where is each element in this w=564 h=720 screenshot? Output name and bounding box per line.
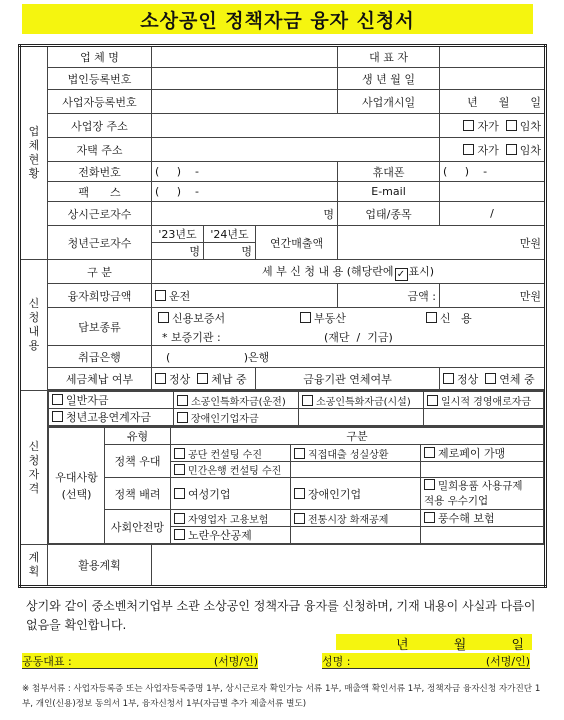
youth-y24-field[interactable]: 명 [204,243,256,260]
biz-addr-ownership [440,114,546,138]
email-label: E-mail [338,182,440,202]
tax-normal-label: 정상 [169,372,191,386]
zeropay-label: 제로페이 가맹 [438,447,506,460]
fax-field[interactable]: ( ) - [152,182,338,202]
safety-label: 사회안전망 [105,510,171,544]
detail-label: 세 부 신 청 내 용 (해당란에 [261,264,394,278]
temp-difficulty-checkbox[interactable] [427,395,438,406]
overdue-normal-checkbox[interactable] [443,373,454,384]
section-plan: 계 획 [20,545,48,587]
loan-label: 융자희망금액 [48,284,152,308]
workers-field[interactable]: 명 [152,202,338,226]
type-header: 유형 [105,428,171,445]
guarantee-checkbox[interactable] [158,312,169,323]
tax-overdue-checkbox[interactable] [197,373,208,384]
preference-cell [48,427,546,545]
name-signature[interactable] [322,653,530,669]
disabled-label: 장애인기업 [308,487,362,501]
preference-label: 우대사항 (선택) [49,428,105,544]
general-fund-label: 일반자금 [66,394,109,407]
women-label: 여성기업 [188,487,231,501]
detail-end: 표시) [408,264,435,278]
loan-option [152,284,338,308]
bank-field[interactable]: ( )은행 [152,346,546,368]
plastic-label: 밀희용품 사용규제 적용 우수기업 [424,479,523,507]
fund-type-cell [48,391,546,427]
birth-label: 생 년 월 일 [338,68,440,90]
sales-label: 연간매출액 [256,226,338,260]
home-rent-checkbox[interactable] [506,144,517,155]
rep-label: 대 표 자 [338,46,440,68]
loan-checkbox[interactable] [155,290,166,301]
tax-options [152,368,256,390]
phone-field[interactable]: ( ) - [152,162,338,182]
joint-rep-sign: (서명/인) [213,655,258,668]
policy-label: 정책 우대 [105,445,171,478]
disabled-checkbox[interactable] [294,488,305,499]
collateral-option-2 [300,310,426,326]
youth-y24-label: '24년도 [204,226,256,243]
fire-label: 전통시장 화재공제 [308,514,389,526]
collateral-option-1 [158,310,300,326]
collateral-cell [152,308,546,346]
flood-checkbox[interactable] [424,512,435,523]
home-own-checkbox[interactable] [463,144,474,155]
fire-checkbox[interactable] [294,513,305,524]
detail-header [152,260,546,284]
joint-rep-signature[interactable] [22,653,258,669]
tax-normal-checkbox[interactable] [155,373,166,384]
disabled-fund-label: 장애인기업자금 [191,413,259,425]
open-date-field[interactable]: 년 월 일 [440,90,546,114]
phone-label: 전화번호 [48,162,152,182]
collateral-option-3 [426,310,472,326]
collateral-label-2: 부동산 [314,312,346,325]
youth-fund-checkbox[interactable] [52,411,63,422]
consulting-label: 공단 컨설팅 수진 [188,449,262,461]
section-company: 업 체 현 황 [20,46,48,260]
amount-field[interactable]: 만원 [440,284,546,308]
rep-field[interactable] [440,46,546,68]
biz-no-label: 사업자등록번호 [48,90,152,114]
date-line[interactable] [336,634,532,653]
corp-no-label: 법인등록번호 [48,68,152,90]
employment-ins-checkbox[interactable] [174,513,185,524]
own-label: 자가 [477,119,499,133]
birth-field[interactable] [440,68,546,90]
own-checkbox[interactable] [463,120,474,131]
biz-addr-field[interactable] [152,114,440,138]
amount-label-cell: 금액 : [338,284,440,308]
small-op-label: 소공인특화자금(운전) [191,396,286,408]
youth-label: 청년근로자수 [48,226,152,260]
bank-consult-label: 민간은행 컨설팅 수진 [188,466,282,477]
biz-addr-label: 사업장 주소 [48,114,152,138]
category-label: 구 분 [48,260,152,284]
workers-label: 상시근로자수 [48,202,152,226]
overdue-label: 금융기관 연체여부 [256,368,440,390]
care-label: 정책 배려 [105,478,171,510]
date-year: 년 [396,638,409,653]
name-label: 성명 : [322,655,351,668]
rent-checkbox[interactable] [506,120,517,131]
yellow-umbrella-label: 노란우산공제 [188,529,252,542]
section-application: 신 청 내 용 [20,260,48,391]
repay-checkbox[interactable] [294,448,305,459]
overdue-normal-label: 정상 [457,372,479,386]
mobile-label: 휴대폰 [338,162,440,182]
flood-label: 풍수해 보험 [438,512,495,525]
disabled-fund-checkbox[interactable] [177,412,188,423]
application-form [18,44,547,588]
section-qualification: 신 청 자 격 [20,391,48,545]
preference-grid [48,427,544,544]
company-name-field[interactable] [152,46,338,68]
collateral-label-3: 신 용 [440,312,472,325]
check-mark-icon: ✓ [395,268,408,281]
home-addr-ownership [440,138,546,162]
declaration: 상기와 같이 중소벤처기업부 소관 소상공인 정책자금 융자를 신청하며, 기재 내용이 사실과 다름이 없음을 확인합니다. [26,599,536,632]
joint-rep-label: 공동대표 : [22,655,72,668]
youth-y23-label: '23년도 [152,226,204,243]
home-addr-label: 자택 주소 [48,138,152,162]
date-day: 일 [511,638,524,653]
plan-label: 활용계획 [48,545,152,587]
collateral-label: 담보종류 [48,308,152,346]
employment-ins-label: 자영업자 고용보험 [188,514,269,526]
corp-no-field[interactable] [152,68,338,90]
name-sign: (서명/인) [485,655,530,668]
email-field[interactable] [440,182,546,202]
small-fac-label: 소공인특화자금(시설) [316,396,411,408]
temp-difficulty-label: 일시적 경영애로자금 [441,396,532,408]
collateral-label-1: 신용보증서 [172,312,226,325]
women-checkbox[interactable] [174,488,185,499]
biz-no-field[interactable] [152,90,338,114]
zeropay-checkbox[interactable] [424,447,435,458]
home-addr-field[interactable] [152,138,440,162]
date-month: 월 [453,638,467,653]
small-op-checkbox[interactable] [177,395,188,406]
credit-checkbox[interactable] [426,312,437,323]
tax-overdue-label: 체납 중 [211,372,247,386]
fund-type-grid [48,391,544,426]
youth-fund-label: 청년고용연계자금 [66,411,152,424]
loan-option-label: 운전 [169,289,191,303]
repay-label: 직접대출 성실상환 [308,449,389,461]
consulting-checkbox[interactable] [174,448,185,459]
guarantor-label: * 보증기관 : [162,331,221,344]
mobile-field[interactable]: ( ) - [440,162,546,182]
industry-field[interactable]: / [440,202,546,226]
rent-label: 임차 [519,119,542,133]
overdue-options [440,368,546,390]
yellow-umbrella-checkbox[interactable] [174,529,185,540]
overdue-late-checkbox[interactable] [485,373,496,384]
attachment-note: ※ 첨부서류 : 사업자등록증 또는 사업자등록증명 1부, 상시근로자 확인가능 서류 1부, 매출액 확인서류 1부, 정책자금 융자신청 자가진단 1부, 개인(신용)정보 동의서 1부, 융자신청서 1부(자금별 추가 제출서류 별도) [22,684,541,709]
sales-field[interactable]: 만원 [338,226,546,260]
category-header: 구분 [171,428,544,445]
home-rent-label: 임차 [519,143,542,157]
plastic-checkbox[interactable] [424,479,435,490]
realestate-checkbox[interactable] [300,312,311,323]
overdue-late-label: 연체 중 [499,372,535,386]
plan-field[interactable] [152,545,546,587]
small-fac-checkbox[interactable] [302,395,313,406]
industry-label: 업태/종목 [338,202,440,226]
guarantor-hint: (재단 / 기금) [324,331,393,344]
bank-consult-checkbox[interactable] [174,464,185,475]
bank-label: 취급은행 [48,346,152,368]
open-date-label: 사업개시일 [338,90,440,114]
fax-label: 팩 스 [48,182,152,202]
form-title: 소상공인 정책자금 융자 신청서 [22,4,533,34]
company-name-label: 업 체 명 [48,46,152,68]
general-fund-checkbox[interactable] [52,394,63,405]
youth-y23-field[interactable]: 명 [152,243,204,260]
home-own-label: 자가 [477,143,499,157]
tax-label: 세금체납 여부 [48,368,152,390]
